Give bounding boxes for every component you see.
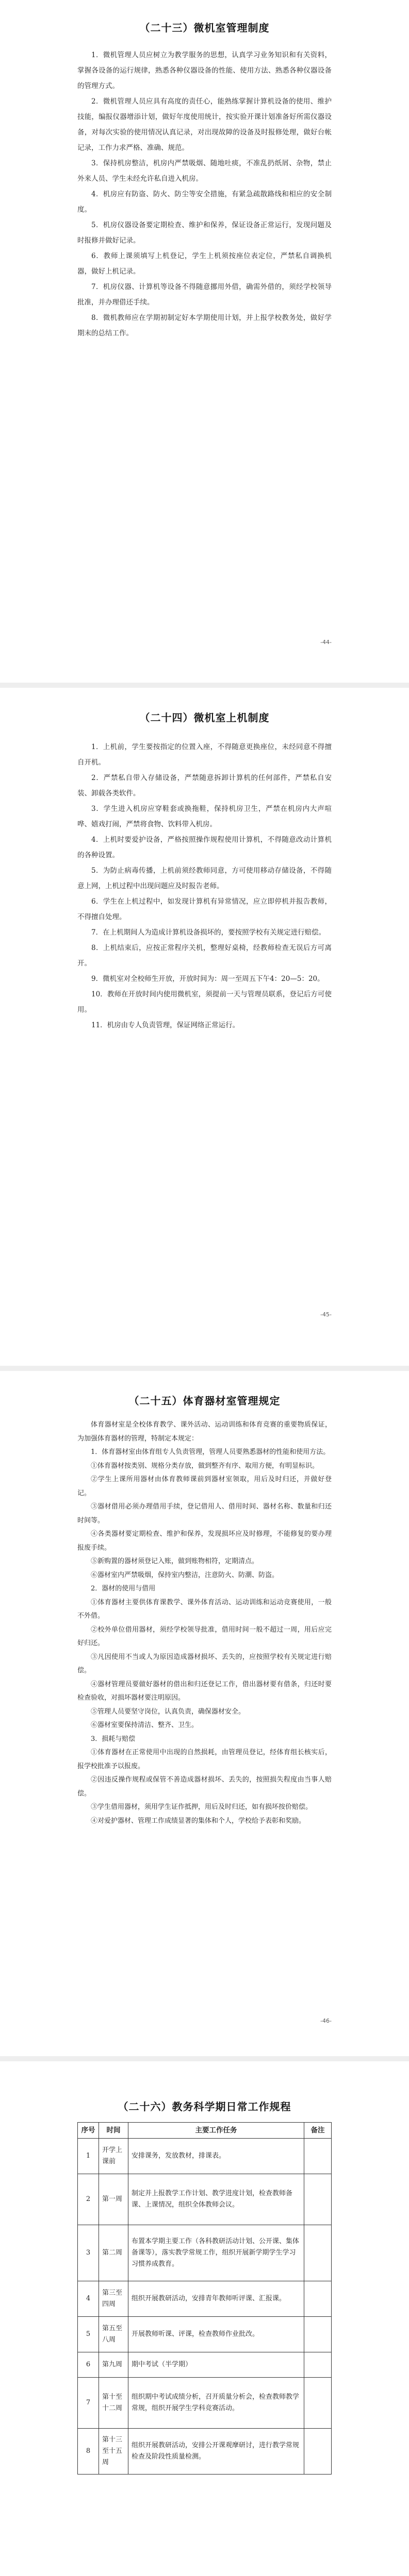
paragraph: 10．教师在开放时间内使用微机室，须提前一天与管理员联系，登记后方可使用。 <box>77 990 332 1014</box>
paragraph: ⑥器材室要保持清洁、整齐、卫生。 <box>91 1721 199 1729</box>
paragraph: ④器材管理员要做好器材的借出和归还登记工作，借出器材要有借条，归还时要检查验收，对损坏器材要注明原因。 <box>77 1680 332 1702</box>
paragraph: ②学生上课所用器材由体育教师课前到器材室领取，用后及时归还，并做好登记。 <box>77 1476 332 1497</box>
paragraph: 4．上机时要爱护设备，严格按照操作规程使用计算机，不得随意改动计算机的各种设置。 <box>77 836 332 859</box>
row-note <box>304 2378 332 2429</box>
paragraph: ④对爱护器材、管理工作成绩显著的集体和个人，学校给予表彰和奖励。 <box>91 1817 306 1825</box>
paragraph: ①体育器材在正常使用中出现的自然损耗，由管理员登记，经体育组长核实后，报学校批准予以报废。 <box>77 1749 332 1770</box>
paragraph: 1．上机前，学生要按指定的位置入座，不得随意更换座位，未经同意不得擅自开机。 <box>77 743 332 767</box>
page-number: -45- <box>320 1311 332 1318</box>
table-row <box>78 2317 332 2352</box>
table-row <box>78 2378 332 2429</box>
row-content: 安排课务，发放教材，排课表。 <box>128 2139 304 2174</box>
body-text <box>77 1418 332 1828</box>
row-note <box>304 2317 332 2352</box>
page-number: -44- <box>320 639 332 646</box>
row-note <box>304 2225 332 2281</box>
row-content: 布置本学期主要工作（各科教研活动计划、公开课、集体备课等），落实教学常规工作，组织开展新学期学生学习习惯养成教育。 <box>128 2225 304 2281</box>
page-3 <box>0 1371 409 2056</box>
paragraph: 1．微机管理人员应树立为教学服务的思想，认真学习业务知识和有关资料，掌握各设备的运行规律，熟悉各种仪器设备的性能、使用方法、熟悉各种仪器设备的管理方式。 <box>77 51 332 90</box>
row-no: 4 <box>78 2281 99 2317</box>
paragraph: ②校外单位借用器材，须经学校领导批准，借用时间一般不超过一周，用后应完好归还。 <box>77 1625 332 1647</box>
row-time: 第九周 <box>99 2352 128 2378</box>
page-title: （二十五）体育器材室管理规定 <box>128 1395 281 1407</box>
paragraph: 3．损耗与赔偿 <box>91 1735 136 1743</box>
paragraph: 2．微机管理人员应具有高度的责任心，能熟练掌握计算机设备的使用、维护技能，编报仪器增添计划，做好年度使用统计，按实验开课计划准备好所需仪器设备，对每次实验的使用情况认真记录，对出现故障的设备及时报修处理，做好台帐记录，工作力求严格、准确、规范。 <box>77 97 332 152</box>
page-1 <box>0 0 409 683</box>
paragraph: 2．器材的使用与借用 <box>91 1585 156 1592</box>
paragraph: ④各类器材要定期检查、维护和保养，发现损坏应及时修理，不能修复的要办理报废手续。 <box>77 1530 332 1552</box>
page-title: （二十四）微机室上机制度 <box>139 711 270 724</box>
row-note <box>304 2352 332 2378</box>
table-row <box>78 2352 332 2378</box>
row-content: 组织开展教研活动，安排青年教师听评课、汇报课。 <box>128 2281 304 2317</box>
paragraph: 5．为防止病毒传播，上机前须经教师同意，方可使用移动存储设备，不得随意上网，上机过程中出现问题应及时报告老师。 <box>77 867 332 890</box>
header-note: 备注 <box>304 2123 332 2139</box>
paragraph: 1．体育器材室由体育组专人负责管理，管理人员要熟悉器材的性能和使用方法。 <box>91 1448 330 1456</box>
paragraph: 3．保持机房整洁，机房内严禁吸烟、随地吐痰，不准乱扔纸屑、杂物，禁止外来人员、学生未经允许私自进入机房。 <box>77 159 332 183</box>
row-note <box>304 2281 332 2317</box>
table-row <box>78 2174 332 2225</box>
table-row <box>78 2225 332 2281</box>
row-no: 8 <box>78 2429 99 2475</box>
paragraph: 体育器材室是全校体育教学、课外活动、运动训练和体育竞赛的重要物质保证，为加强体育器材的管理，特制定本规定： <box>77 1421 332 1443</box>
row-content: 期中考试（半学期） <box>128 2352 304 2378</box>
paragraph: 7．在上机期间人为造成计算机设备损坏的，要按照学校有关规定进行赔偿。 <box>91 928 326 937</box>
row-no: 2 <box>78 2174 99 2225</box>
body-text <box>77 47 332 341</box>
row-no: 1 <box>78 2139 99 2174</box>
page-separator <box>0 2056 409 2061</box>
body-text <box>77 739 332 1033</box>
paragraph: ⑥器材室内严禁吸烟，保持室内整洁，注意防火、防潮、防盗。 <box>91 1571 279 1579</box>
paragraph: 5．机房仪器设备要定期检查、维护和保养，保证设备正常运行，发现问题及时报修并做好记录。 <box>77 221 332 245</box>
paragraph: ①体育器材主要供体育课教学、课外体育活动、运动训练和运动竞赛使用，一般不外借。 <box>77 1598 332 1620</box>
row-no: 7 <box>78 2378 99 2429</box>
row-content: 开展教师听课、评课，检查教师作业批改。 <box>128 2317 304 2352</box>
header-content: 主要工作任务 <box>128 2123 304 2139</box>
paragraph: ①体育器材按类别、规格分类存放，做到整齐有序、取用方便，有明显标识。 <box>91 1462 319 1470</box>
paragraph: 2．严禁私自带入存储设备，严禁随意拆卸计算机的任何部件，严禁私自安装、卸载各类软件。 <box>77 774 332 798</box>
paragraph: ②因违反操作规程或保管不善造成器材损坏、丢失的，按照损失程度由当事人赔偿。 <box>77 1776 332 1798</box>
table-header-row <box>78 2123 332 2139</box>
paragraph: 4．机房应有防盗、防火、防尘等安全措施，有紧急疏散路线和相应的安全制度。 <box>77 190 332 214</box>
page-number: -46- <box>320 2018 332 2024</box>
paragraph: ⑤新购置的器材须登记入账，做到账物相符，定期清点。 <box>91 1557 259 1565</box>
table-row <box>78 2281 332 2317</box>
paragraph: 11．机房由专人负责管理，保证网络正常运行。 <box>91 1021 240 1029</box>
row-time: 第十至十二周 <box>99 2378 128 2429</box>
paragraph: ③学生借用器材，须用学生证作抵押，用后及时归还，如有损坏按价赔偿。 <box>91 1803 313 1811</box>
table-row <box>78 2139 332 2174</box>
row-time: 第五至八周 <box>99 2317 128 2352</box>
table-row <box>78 2429 332 2475</box>
row-note <box>304 2174 332 2225</box>
header-no: 序号 <box>78 2123 99 2139</box>
row-content: 组织开展教研活动，安排公开课观摩研讨，进行教学常规检查及阶段性质量检测。 <box>128 2429 304 2475</box>
paragraph: 6．教师上课须填写上机登记，学生上机须按座位表定位，严禁私自调换机器，做好上机记录。 <box>77 252 332 276</box>
page-2 <box>0 688 409 1366</box>
row-time: 第十三至十五周 <box>99 2429 128 2475</box>
row-no: 3 <box>78 2225 99 2281</box>
paragraph: 8．上机结束后，应按正常程序关机，整理好桌椅，经教师检查无误后方可离开。 <box>77 944 332 968</box>
page-4 <box>0 2061 409 2576</box>
paragraph: 9．微机室对全校师生开放，开放时间为：周一至周五下午4：20—5：20。 <box>91 975 324 983</box>
row-no: 6 <box>78 2352 99 2378</box>
row-no: 5 <box>78 2317 99 2352</box>
paragraph: ⑤管理人员要坚守岗位，认真负责，确保器材安全。 <box>91 1707 246 1716</box>
row-content: 制定并上报教学工作计划、教学进度计划，检查教师备课、上课情况，组织全体教师会议。 <box>128 2174 304 2225</box>
paragraph: ③器材借用必须办理借用手续，登记借用人、借用时间、器材名称、数量和归还时间等。 <box>77 1503 332 1524</box>
paragraph: 7．机房仪器、计算机等设备不得随意挪用外借，确需外借的，须经学校领导批准，并办理借还手续。 <box>77 283 332 307</box>
row-content: 组织期中考试成绩分析，召开质量分析会，检查教师教学常规，组织开展学生学科竞赛活动。 <box>128 2378 304 2429</box>
page-separator <box>0 683 409 688</box>
paragraph: 8．微机教师应在学期初制定好本学期使用计划，并上报学校教务处，做好学期末的总结工作。 <box>77 314 332 337</box>
paragraph: ③凡因使用不当或人为原因造成器材损坏、丢失的，应按照学校有关规定进行赔偿。 <box>77 1653 332 1674</box>
row-time: 开学上课前 <box>99 2139 128 2174</box>
row-time: 第三至四周 <box>99 2281 128 2317</box>
row-note <box>304 2139 332 2174</box>
row-time: 第一周 <box>99 2174 128 2225</box>
paragraph: 6．学生在上机过程中，如发现计算机有异常情况，应立即停机并报告教师，不得擅自处理。 <box>77 897 332 921</box>
header-time: 时间 <box>99 2123 128 2139</box>
page-title: （二十三）微机室管理制度 <box>139 22 270 34</box>
schedule-table <box>77 2122 332 2475</box>
page-separator <box>0 1366 409 1371</box>
row-note <box>304 2429 332 2475</box>
page-title: （二十六）教务科学期日常工作规程 <box>118 2100 291 2113</box>
paragraph: 3．学生进入机房应穿鞋套或换拖鞋，保持机房卫生，严禁在机房内大声喧哗、嬉戏打闹，严禁将食物、饮料带入机房。 <box>77 805 332 828</box>
row-time: 第二周 <box>99 2225 128 2281</box>
